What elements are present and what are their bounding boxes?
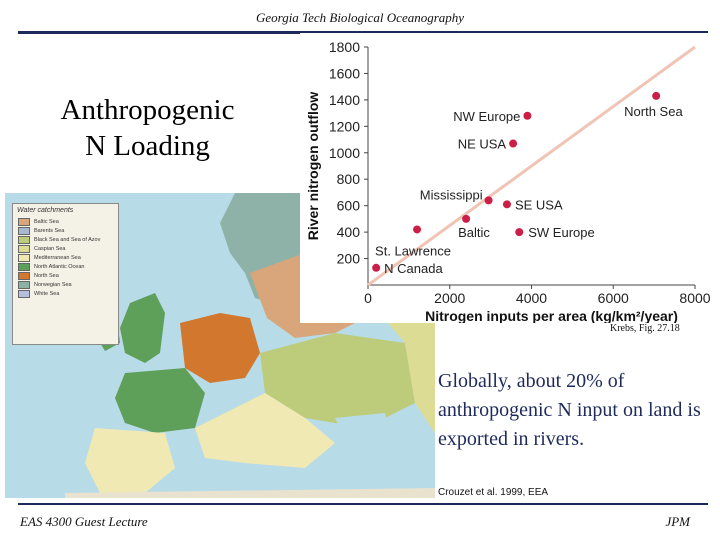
legend-item: [13, 280, 118, 289]
legend-swatch: [18, 227, 30, 235]
legend-swatch: [18, 290, 30, 298]
title-line-1: Anthropogenic: [60, 94, 235, 126]
y-tick-label: 1200: [328, 118, 360, 135]
point-label: NW Europe: [453, 108, 521, 124]
point-label: Mississippi: [419, 187, 483, 203]
legend-swatch: [18, 263, 30, 271]
crouzet-citation: Crouzet et al. 1999, EEA: [438, 487, 549, 498]
legend-item: [13, 217, 118, 226]
y-tick-label: 200: [336, 250, 360, 267]
legend-item: [13, 262, 118, 271]
bottom-rule: [18, 503, 708, 505]
legend-item: [13, 271, 118, 280]
legend-label: White Sea: [34, 290, 60, 297]
data-point: [509, 140, 517, 148]
legend-label: Baltic Sea: [34, 218, 59, 225]
legend-label: Black Sea and Sea of Azov: [34, 236, 101, 243]
data-point: [372, 264, 380, 272]
footer-right: JPM: [665, 514, 690, 529]
y-tick-label: 1000: [328, 144, 360, 161]
legend-swatch: [18, 254, 30, 262]
legend-label: North Atlantic Ocean: [34, 263, 85, 270]
legend-rows: [13, 217, 118, 298]
y-tick-label: 1800: [328, 39, 360, 55]
y-axis-title: River nitrogen outflow: [305, 91, 321, 241]
y-tick-label: 800: [336, 171, 360, 188]
x-tick-label: 8000: [679, 290, 711, 306]
data-point: [413, 225, 421, 233]
legend-label: Caspian Sea: [34, 245, 66, 252]
legend-label: Norwegian Sea: [34, 281, 72, 288]
scatter-chart: [300, 33, 715, 323]
y-tick-label: 400: [336, 224, 360, 241]
legend-label: North Sea: [34, 272, 59, 279]
data-point: [503, 200, 511, 208]
map-legend: [12, 203, 119, 345]
legend-swatch: [18, 245, 30, 253]
y-tick-label: 1400: [328, 91, 360, 108]
atlantic-region: [115, 368, 205, 433]
point-label: Baltic: [458, 224, 490, 240]
data-point: [652, 92, 660, 100]
legend-label: Barents Sea: [34, 227, 65, 234]
point-label: SE USA: [514, 197, 563, 213]
point-label: North Sea: [624, 103, 683, 119]
x-tick-label: 4000: [515, 290, 548, 306]
data-point: [515, 228, 523, 236]
legend-swatch: [18, 218, 30, 226]
x-tick-label: 6000: [597, 290, 629, 306]
body-text: Globally, about 20% of anthropogenic N input on land is exported in rivers.: [438, 370, 701, 450]
legend-item: [13, 226, 118, 235]
legend-item: [13, 253, 118, 262]
legend-swatch: [18, 236, 30, 244]
footer-left: EAS 4300 Guest Lecture: [20, 514, 148, 529]
y-tick-label: 600: [336, 197, 360, 214]
legend-item: [13, 244, 118, 253]
point-label: N Canada: [384, 260, 443, 276]
legend-item: [13, 235, 118, 244]
header-text: Georgia Tech Biological Oceanography: [255, 10, 465, 25]
legend-swatch: [18, 272, 30, 280]
point-label: SW Europe: [528, 225, 595, 241]
legend-item: [13, 289, 118, 298]
slide-title: [40, 92, 255, 164]
legend-label: Mediterranean Sea: [34, 254, 81, 261]
x-tick-label: 2000: [434, 290, 466, 306]
data-point: [485, 196, 493, 204]
title-line-2: N Loading: [85, 130, 210, 162]
point-label: NE USA: [457, 136, 507, 152]
legend-title: Water catchments: [17, 207, 74, 214]
point-label: St. Lawrence: [375, 243, 451, 259]
data-point: [462, 215, 470, 223]
y-tick-label: 1600: [328, 65, 360, 82]
x-tick-label: 0: [364, 290, 372, 306]
legend-swatch: [18, 281, 30, 289]
krebs-citation: Krebs, Fig. 27.18: [610, 323, 680, 334]
chart-svg: [300, 33, 715, 323]
x-axis-title: Nitrogen inputs per area (kg/km²/year): [425, 308, 678, 323]
data-point: [523, 112, 531, 120]
